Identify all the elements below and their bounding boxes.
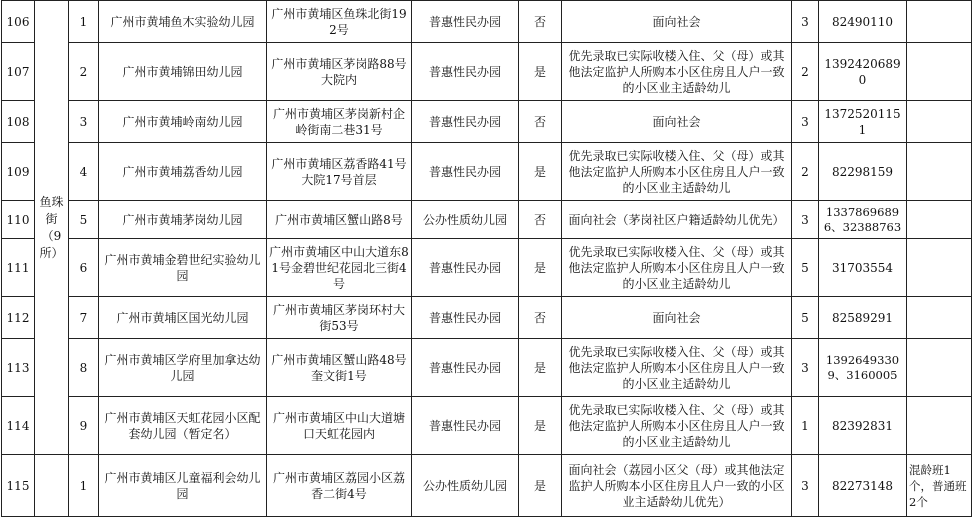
note-cell [907, 101, 972, 143]
district-cell: 鱼珠街（9所） [35, 1, 69, 455]
address-cell: 广州市黄埔区茅岗路88号大院内 [267, 43, 412, 101]
table-row [2, 143, 972, 201]
table-row [2, 1, 972, 43]
type-cell: 普惠性民办园 [412, 339, 519, 397]
index-cell: 8 [69, 339, 99, 397]
phone-cell: 31703554 [819, 239, 907, 297]
district-cell-empty [35, 455, 69, 517]
scope-cell: 优先录取已实际收楼入住、父（母）或其他法定监护人所购本小区住房且人户一致的小区业主适龄幼儿 [562, 143, 792, 201]
classes-cell: 2 [792, 43, 819, 101]
scope-cell: 面向社会 [562, 101, 792, 143]
type-cell: 普惠性民办园 [412, 143, 519, 201]
classes-cell: 3 [792, 339, 819, 397]
restrict-cell: 否 [519, 1, 562, 43]
address-cell: 广州市黄埔区鱼珠北街192号 [267, 1, 412, 43]
row-number: 112 [2, 297, 35, 339]
table-row [2, 43, 972, 101]
note-cell [907, 43, 972, 101]
restrict-cell: 否 [519, 297, 562, 339]
restrict-cell: 否 [519, 101, 562, 143]
restrict-cell: 是 [519, 455, 562, 517]
kindergarten-table [1, 0, 972, 517]
kindergarten-name: 广州市黄埔区国光幼儿园 [99, 297, 267, 339]
scope-cell: 面向社会（茅岗社区户籍适龄幼儿优先） [562, 201, 792, 239]
kindergarten-name: 广州市黄埔锦田幼儿园 [99, 43, 267, 101]
classes-cell: 3 [792, 1, 819, 43]
table-row [2, 455, 972, 517]
classes-cell: 3 [792, 201, 819, 239]
row-number: 111 [2, 239, 35, 297]
phone-cell: 82589291 [819, 297, 907, 339]
type-cell: 普惠性民办园 [412, 297, 519, 339]
note-cell [907, 297, 972, 339]
note-cell [907, 1, 972, 43]
table-row [2, 297, 972, 339]
row-number: 108 [2, 101, 35, 143]
scope-cell: 优先录取已实际收楼入住、父（母）或其他法定监护人所购本小区住房且人户一致的小区业主适龄幼儿 [562, 239, 792, 297]
address-cell: 广州市黄埔区中山大道东81号金碧世纪花园北三街4号 [267, 239, 412, 297]
kindergarten-name: 广州市黄埔金碧世纪实验幼儿园 [99, 239, 267, 297]
scope-cell: 面向社会（荔园小区父（母）或其他法定监护人所购本小区住房且人户一致的小区业主适龄幼儿优先） [562, 455, 792, 517]
row-number: 106 [2, 1, 35, 43]
note-cell [907, 397, 972, 455]
index-cell: 4 [69, 143, 99, 201]
phone-cell: 13725201151 [819, 101, 907, 143]
scope-cell: 面向社会 [562, 1, 792, 43]
classes-cell: 2 [792, 143, 819, 201]
address-cell: 广州市黄埔区茅岗环村大街53号 [267, 297, 412, 339]
index-cell: 7 [69, 297, 99, 339]
address-cell: 广州市黄埔区中山大道塘口天虹花园内 [267, 397, 412, 455]
classes-cell: 5 [792, 239, 819, 297]
classes-cell: 3 [792, 455, 819, 517]
restrict-cell: 是 [519, 43, 562, 101]
restrict-cell: 否 [519, 201, 562, 239]
kindergarten-name: 广州市黄埔荔香幼儿园 [99, 143, 267, 201]
note-cell [907, 339, 972, 397]
scope-cell: 面向社会 [562, 297, 792, 339]
index-cell: 9 [69, 397, 99, 455]
index-cell: 3 [69, 101, 99, 143]
table-row [2, 101, 972, 143]
type-cell: 普惠性民办园 [412, 101, 519, 143]
kindergarten-name: 广州市黄埔区天虹花园小区配套幼儿园（暂定名） [99, 397, 267, 455]
phone-cell: 82490110 [819, 1, 907, 43]
table-row [2, 201, 972, 239]
address-cell: 广州市黄埔区荔园小区荔香二街4号 [267, 455, 412, 517]
table-row [2, 397, 972, 455]
scope-cell: 优先录取已实际收楼入住、父（母）或其他法定监护人所购本小区住房且人户一致的小区业主适龄幼儿 [562, 43, 792, 101]
type-cell: 普惠性民办园 [412, 397, 519, 455]
index-cell: 1 [69, 455, 99, 517]
note-cell [907, 239, 972, 297]
note-cell [907, 143, 972, 201]
type-cell: 普惠性民办园 [412, 43, 519, 101]
phone-cell: 82392831 [819, 397, 907, 455]
index-cell: 1 [69, 1, 99, 43]
address-cell: 广州市黄埔区蟹山路8号 [267, 201, 412, 239]
row-number: 110 [2, 201, 35, 239]
scope-cell: 优先录取已实际收楼入住、父（母）或其他法定监护人所购本小区住房且人户一致的小区业主适龄幼儿 [562, 339, 792, 397]
kindergarten-name: 广州市黄埔岭南幼儿园 [99, 101, 267, 143]
kindergarten-name: 广州市黄埔区学府里加拿达幼儿园 [99, 339, 267, 397]
address-cell: 广州市黄埔区茅岗新村企岭街南二巷31号 [267, 101, 412, 143]
table-row [2, 339, 972, 397]
restrict-cell: 是 [519, 143, 562, 201]
row-number: 107 [2, 43, 35, 101]
table-row [2, 239, 972, 297]
restrict-cell: 是 [519, 397, 562, 455]
classes-cell: 5 [792, 297, 819, 339]
address-cell: 广州市黄埔区荔香路41号大院17号首层 [267, 143, 412, 201]
phone-cell: 13378696896、32388763 [819, 201, 907, 239]
phone-cell: 13926493309、3160005 [819, 339, 907, 397]
phone-cell: 82273148 [819, 455, 907, 517]
restrict-cell: 是 [519, 239, 562, 297]
scope-cell: 优先录取已实际收楼入住、父（母）或其他法定监护人所购本小区住房且人户一致的小区业主适龄幼儿 [562, 397, 792, 455]
phone-cell: 82298159 [819, 143, 907, 201]
kindergarten-name: 广州市黄埔茅岗幼儿园 [99, 201, 267, 239]
index-cell: 5 [69, 201, 99, 239]
index-cell: 6 [69, 239, 99, 297]
type-cell: 公办性质幼儿园 [412, 455, 519, 517]
address-cell: 广州市黄埔区蟹山路48号奎文街1号 [267, 339, 412, 397]
row-number: 113 [2, 339, 35, 397]
index-cell: 2 [69, 43, 99, 101]
restrict-cell: 是 [519, 339, 562, 397]
kindergarten-name: 广州市黄埔区儿童福利会幼儿园 [99, 455, 267, 517]
phone-cell: 13924206890 [819, 43, 907, 101]
type-cell: 公办性质幼儿园 [412, 201, 519, 239]
row-number: 109 [2, 143, 35, 201]
classes-cell: 3 [792, 101, 819, 143]
type-cell: 普惠性民办园 [412, 239, 519, 297]
row-number: 115 [2, 455, 35, 517]
type-cell: 普惠性民办园 [412, 1, 519, 43]
note-cell: 混龄班1个，普通班2个 [907, 455, 972, 517]
kindergarten-name: 广州市黄埔鱼木实验幼儿园 [99, 1, 267, 43]
note-cell [907, 201, 972, 239]
classes-cell: 1 [792, 397, 819, 455]
row-number: 114 [2, 397, 35, 455]
